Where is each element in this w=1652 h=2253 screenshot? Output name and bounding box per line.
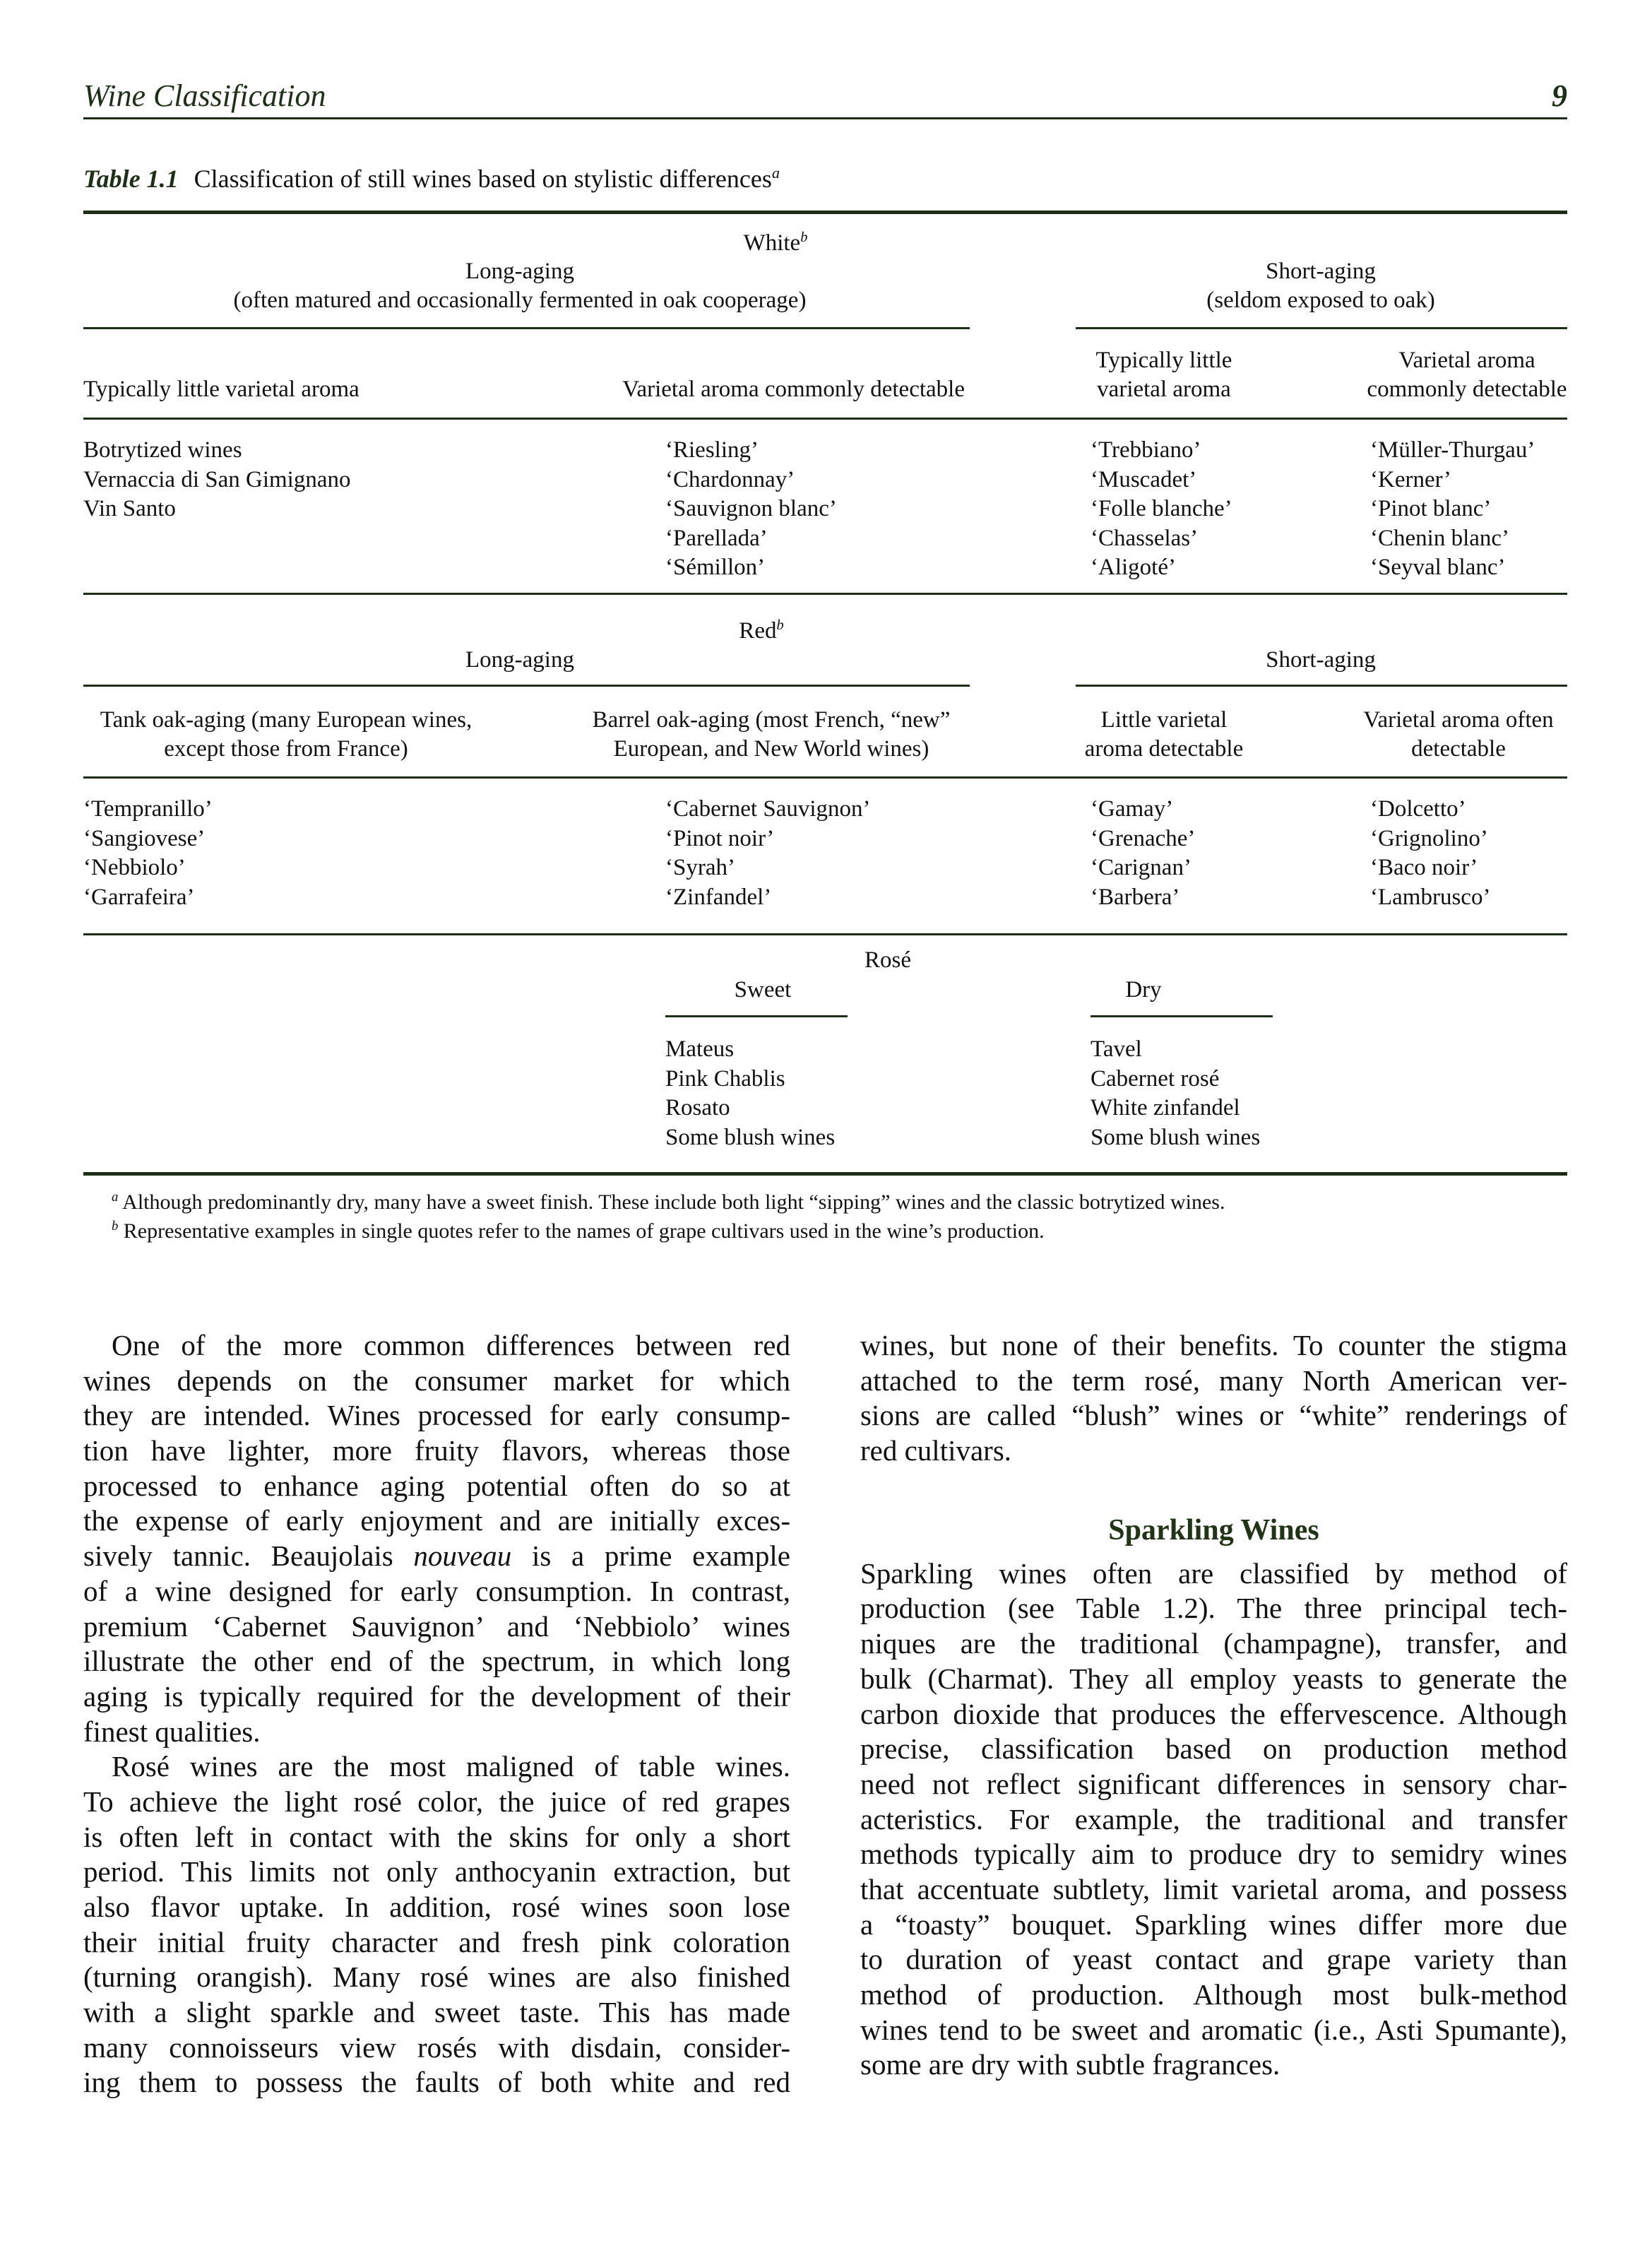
rose-sweet-header bbox=[735, 976, 792, 1004]
line-text: sions are called “blush” wines or “white” renderings of bbox=[860, 1399, 1567, 1432]
text-line bbox=[860, 1802, 1567, 1838]
red-heading-text: Red bbox=[739, 618, 777, 644]
white-cell-text: ‘Seyval blanc’ bbox=[1370, 555, 1506, 581]
white-cell-text: Botrytized wines bbox=[83, 437, 242, 463]
text-line bbox=[860, 1556, 1567, 1592]
line-text: also flavor uptake. In addition, rosé wines soon lose bbox=[83, 1891, 790, 1923]
rose-dry-cell bbox=[1091, 1094, 1240, 1122]
white-cell-text: ‘Chenin blanc’ bbox=[1370, 525, 1510, 551]
footnote-mark: a bbox=[112, 1190, 119, 1205]
running-title: Wine Classification bbox=[83, 78, 326, 113]
red-cell bbox=[1370, 883, 1490, 911]
white-cell-text: ‘Trebbiano’ bbox=[1091, 437, 1201, 463]
red-col-header-text: except those from France) bbox=[164, 736, 408, 762]
table-rule bbox=[83, 593, 1567, 595]
red-cell-text: ‘Grignolino’ bbox=[1370, 825, 1488, 851]
red-cell bbox=[1091, 883, 1179, 911]
header-rule bbox=[83, 117, 1567, 119]
line-text: is a prime example bbox=[511, 1539, 790, 1573]
white-long-aging-sub bbox=[234, 286, 807, 314]
text-line bbox=[860, 1398, 1567, 1433]
table-caption bbox=[83, 164, 780, 194]
red-long-aging bbox=[465, 646, 574, 674]
red-cell bbox=[83, 824, 205, 853]
white-cell bbox=[1091, 466, 1196, 494]
white-col-header-text: Typically little bbox=[1095, 348, 1232, 373]
line-text: many connoisseurs view rosés with disdain, consider- bbox=[83, 2030, 790, 2064]
rose-sweet-cell bbox=[665, 1035, 734, 1063]
white-cell bbox=[1370, 466, 1451, 494]
red-col-header bbox=[1363, 706, 1553, 734]
white-cell bbox=[1370, 553, 1506, 581]
table-title: Classification of still wines based on stylistic differences bbox=[194, 165, 772, 193]
paragraph bbox=[860, 1556, 1567, 2083]
white-cell bbox=[1370, 436, 1535, 464]
rose-dry-cell-text: Tavel bbox=[1091, 1036, 1142, 1062]
rose-dry-header bbox=[1125, 976, 1161, 1004]
table-rule bbox=[1076, 327, 1567, 329]
rose-sweet-cell-text: Some blush wines bbox=[665, 1124, 836, 1150]
line-text: finest qualities. bbox=[83, 1715, 261, 1748]
line-text: illustrate the other end of the spectrum, in which long bbox=[83, 1645, 790, 1678]
rose-dry-cell-text: White zinfandel bbox=[1091, 1095, 1240, 1121]
red-cell-text: ‘Carignan’ bbox=[1091, 855, 1192, 881]
line-text: production (see Table 1.2). The three principal tech- bbox=[860, 1592, 1567, 1625]
text-line bbox=[860, 1908, 1567, 1943]
red-cell bbox=[665, 853, 735, 882]
line-text: One of the more common differences between red bbox=[112, 1329, 790, 1361]
white-cell-text: ‘Müller-Thurgau’ bbox=[1370, 437, 1535, 463]
white-col-header-text: Varietal aroma commonly detectable bbox=[622, 377, 965, 402]
line-text: wines, but none of their benefits. To counter the stigma bbox=[860, 1329, 1567, 1361]
body-right-column bbox=[860, 1328, 1567, 2083]
white-col-header bbox=[83, 375, 359, 403]
line-text: sively tannic. Beaujolais bbox=[83, 1539, 414, 1573]
white-cell-text: ‘Folle blanche’ bbox=[1091, 496, 1232, 522]
text-line bbox=[860, 1942, 1567, 1977]
red-cell-text: ‘Barbera’ bbox=[1091, 884, 1180, 910]
red-cell-text: ‘Grenache’ bbox=[1091, 825, 1196, 851]
white-short-aging-sub-text: (seldom exposed to oak) bbox=[1206, 288, 1435, 313]
white-col-header bbox=[622, 375, 965, 403]
red-cell bbox=[83, 853, 186, 882]
line-text: attached to the term rosé, many North American ver- bbox=[860, 1364, 1567, 1397]
text-line bbox=[83, 1328, 790, 1364]
rose-sweet-cell-text: Pink Chablis bbox=[665, 1065, 785, 1092]
rose-sweet-cell bbox=[665, 1094, 730, 1122]
text-line bbox=[860, 1872, 1567, 1908]
paragraph bbox=[860, 1328, 1567, 1469]
line-text: ing them to possess the faults of both white and red bbox=[83, 2066, 790, 2099]
line-text: to duration of yeast contact and grape variety than bbox=[860, 1943, 1567, 1976]
line-text: bulk (Charmat). They all employ yeasts to generate the bbox=[860, 1662, 1567, 1695]
rose-dry-cell-text: Cabernet rosé bbox=[1091, 1065, 1220, 1092]
red-col-header-text: Tank oak-aging (many European wines, bbox=[100, 707, 473, 733]
line-text: wines depends on the consumer market for which bbox=[83, 1364, 790, 1397]
red-cell-text: ‘Gamay’ bbox=[1091, 796, 1174, 822]
table-rule bbox=[83, 933, 1567, 935]
line-text: that accentuate subtlety, limit varietal aroma, and possess bbox=[860, 1872, 1567, 1905]
white-col-header bbox=[1097, 375, 1231, 403]
line-text: wines tend to be sweet and aromatic (i.e., Asti Spumante), bbox=[860, 2013, 1567, 2046]
red-short-aging bbox=[1266, 646, 1376, 674]
white-short-aging-sub bbox=[1206, 286, 1435, 314]
white-cell-text: ‘Chasselas’ bbox=[1091, 525, 1199, 551]
text-line bbox=[83, 2065, 790, 2100]
line-text: premium ‘Cabernet Sauvignon’ and ‘Nebbiolo’ wines bbox=[83, 1609, 790, 1643]
text-line bbox=[83, 1890, 790, 1925]
rose-heading-text: Rosé bbox=[864, 947, 911, 973]
red-col-header-text: aroma detectable bbox=[1084, 736, 1244, 762]
red-col-header bbox=[100, 706, 472, 734]
red-col-header bbox=[1101, 706, 1228, 734]
red-cell-text: ‘Syrah’ bbox=[665, 855, 735, 881]
rose-heading bbox=[864, 946, 911, 974]
table-rule bbox=[83, 685, 970, 687]
line-text: processed to enhance aging potential often do so at bbox=[83, 1469, 790, 1502]
white-long-aging bbox=[465, 257, 574, 285]
line-text: red cultivars. bbox=[860, 1434, 1012, 1467]
text-line bbox=[83, 1960, 790, 1995]
red-cell-text: ‘Tempranillo’ bbox=[83, 796, 213, 822]
text-line bbox=[83, 1855, 790, 1890]
rose-sweet-header-text: Sweet bbox=[734, 977, 792, 1003]
text-line bbox=[83, 1785, 790, 1820]
line-text: Sparkling wines often are classified by method of bbox=[860, 1556, 1567, 1590]
line-text: with a slight sparkle and sweet taste. This has made bbox=[83, 1996, 790, 2029]
red-col-header bbox=[593, 706, 951, 734]
text-line bbox=[83, 1644, 790, 1679]
table-rule bbox=[83, 776, 1567, 779]
line-text: tion have lighter, more fruity flavors, whereas those bbox=[83, 1434, 790, 1467]
text-line bbox=[860, 2013, 1567, 2048]
white-cell bbox=[83, 436, 242, 464]
white-cell bbox=[1091, 495, 1232, 523]
table-rule bbox=[83, 327, 970, 329]
line-text: need not reflect significant differences in sensory char- bbox=[860, 1767, 1567, 1800]
line-text: the expense of early enjoyment and are initially exces- bbox=[83, 1504, 790, 1537]
rose-sweet-cell bbox=[665, 1065, 785, 1093]
table-title-note: a bbox=[771, 164, 780, 182]
rose-dry-cell bbox=[1091, 1065, 1219, 1093]
footnote-mark: b bbox=[776, 617, 784, 633]
red-cell bbox=[1091, 853, 1192, 882]
white-cell-text: ‘Sauvignon blanc’ bbox=[665, 496, 837, 522]
line-text: method of production. Although most bulk-method bbox=[860, 1978, 1567, 2011]
rose-sweet-cell-text: Mateus bbox=[665, 1036, 735, 1062]
text-line bbox=[860, 1977, 1567, 2013]
text-line bbox=[860, 1433, 1567, 1469]
red-heading bbox=[739, 617, 783, 645]
text-line bbox=[83, 1749, 790, 1785]
line-text: carbon dioxide that produces the effervescence. Although bbox=[860, 1697, 1567, 1730]
white-cell-text: ‘Parellada’ bbox=[665, 525, 768, 551]
white-cell bbox=[1091, 553, 1176, 581]
text-line bbox=[860, 2047, 1567, 2083]
text-line bbox=[83, 1679, 790, 1715]
white-cell-text: ‘Riesling’ bbox=[665, 437, 759, 463]
white-heading bbox=[744, 229, 808, 257]
white-heading-text: White bbox=[743, 230, 801, 256]
text-line bbox=[860, 1364, 1567, 1399]
text-line bbox=[83, 1398, 790, 1433]
red-cell-text: ‘Pinot noir’ bbox=[665, 825, 775, 851]
red-col-header-text: Barrel oak-aging (most French, “new” bbox=[592, 707, 951, 733]
footnote-mark: b bbox=[800, 230, 808, 245]
footnote-text: Representative examples in single quotes refer to the names of grape cultivars used in the wine’s production. bbox=[123, 1219, 1045, 1243]
white-cell bbox=[1370, 524, 1509, 552]
text-line bbox=[860, 1767, 1567, 1802]
text-line bbox=[860, 1328, 1567, 1364]
white-cell bbox=[665, 495, 837, 523]
rose-sweet-cell bbox=[665, 1123, 835, 1152]
white-col-header bbox=[1398, 346, 1535, 374]
text-line bbox=[83, 1539, 790, 1574]
text-line bbox=[83, 1820, 790, 1855]
paragraph bbox=[83, 1328, 790, 1749]
text-line bbox=[83, 1503, 790, 1539]
red-cell bbox=[665, 824, 774, 853]
red-col-header bbox=[614, 735, 929, 763]
text-line bbox=[83, 1609, 790, 1645]
red-cell-text: ‘Cabernet Sauvignon’ bbox=[665, 796, 871, 822]
line-text: (turning orangish). Many rosé wines are also finished bbox=[83, 1961, 790, 1994]
text-line bbox=[83, 1925, 790, 1961]
white-col-header-text: Varietal aroma bbox=[1398, 348, 1535, 373]
text-line bbox=[83, 1469, 790, 1504]
text-line bbox=[860, 1662, 1567, 1697]
white-cell-text: ‘Muscadet’ bbox=[1091, 466, 1197, 492]
text-line bbox=[83, 2030, 790, 2066]
red-col-header-text: Little varietal bbox=[1100, 707, 1228, 733]
white-cell bbox=[665, 436, 759, 464]
rose-dry-cell-text: Some blush wines bbox=[1091, 1124, 1261, 1150]
white-cell bbox=[1091, 524, 1198, 552]
white-short-aging-text: Short-aging bbox=[1266, 259, 1376, 284]
red-cell bbox=[1370, 795, 1466, 823]
white-cell-text: ‘Aligoté’ bbox=[1091, 555, 1176, 581]
white-cell bbox=[665, 524, 768, 552]
page-number: 9 bbox=[1552, 78, 1567, 113]
line-text: of a wine designed for early consumption. In contrast, bbox=[83, 1574, 790, 1607]
white-cell bbox=[1091, 436, 1201, 464]
table-rule bbox=[665, 1015, 848, 1017]
rose-dry-cell bbox=[1091, 1035, 1142, 1063]
red-cell-text: ‘Nebbiolo’ bbox=[83, 855, 186, 881]
text-line bbox=[860, 1697, 1567, 1732]
white-cell bbox=[83, 495, 176, 523]
line-text: is often left in contact with the skins for only a short bbox=[83, 1820, 790, 1853]
white-short-aging bbox=[1266, 257, 1376, 285]
rose-dry-header-text: Dry bbox=[1125, 977, 1162, 1003]
line-text: methods typically aim to produce dry to semidry wines bbox=[860, 1838, 1567, 1871]
red-col-header bbox=[1085, 735, 1243, 763]
white-cell-text: ‘Sémillon’ bbox=[665, 555, 766, 581]
white-long-aging-sub-text: (often matured and occasionally fermented in oak cooperage) bbox=[233, 288, 807, 313]
red-cell bbox=[1370, 853, 1478, 882]
red-col-header-text: European, and New World wines) bbox=[613, 736, 929, 762]
text-line bbox=[860, 1732, 1567, 1767]
red-long-aging-text: Long-aging bbox=[465, 647, 574, 673]
white-col-header-text: commonly detectable bbox=[1367, 377, 1567, 402]
text-line bbox=[860, 1591, 1567, 1626]
text-line bbox=[83, 1574, 790, 1609]
table-rule bbox=[1091, 1015, 1273, 1017]
table-bottom-rule bbox=[83, 1172, 1567, 1176]
rose-sweet-cell-text: Rosato bbox=[665, 1095, 730, 1121]
red-cell-text: ‘Lambrusco’ bbox=[1370, 884, 1491, 910]
text-line bbox=[83, 1433, 790, 1469]
line-text: To achieve the light rosé color, the juice of red grapes bbox=[83, 1785, 790, 1818]
emphasis-text: nouveau bbox=[413, 1539, 512, 1573]
line-text: Rosé wines are the most maligned of table wines. bbox=[112, 1750, 790, 1783]
white-col-header bbox=[1367, 375, 1567, 403]
text-line bbox=[83, 1995, 790, 2030]
red-col-header bbox=[1411, 735, 1506, 763]
red-short-aging-text: Short-aging bbox=[1266, 647, 1376, 673]
table-top-rule bbox=[83, 211, 1567, 214]
line-text: their initial fruity character and fresh pink coloration bbox=[83, 1925, 790, 1958]
table-label: Table 1.1 bbox=[83, 165, 179, 193]
text-line bbox=[860, 1626, 1567, 1662]
white-cell-text: ‘Pinot blanc’ bbox=[1370, 496, 1492, 522]
red-cell bbox=[1370, 824, 1488, 853]
red-cell bbox=[83, 795, 213, 823]
white-cell-text: ‘Chardonnay’ bbox=[665, 466, 795, 492]
white-cell-text: Vernaccia di San Gimignano bbox=[83, 466, 351, 492]
text-line bbox=[83, 1364, 790, 1399]
red-cell-text: ‘Garrafeira’ bbox=[83, 884, 195, 910]
red-cell-text: ‘Sangiovese’ bbox=[83, 825, 206, 851]
line-text: they are intended. Wines processed for early consump- bbox=[83, 1399, 790, 1432]
white-cell bbox=[665, 466, 795, 494]
red-cell bbox=[665, 795, 871, 823]
white-long-aging-text: Long-aging bbox=[465, 259, 574, 284]
white-col-header bbox=[1096, 346, 1232, 374]
white-cell-text: Vin Santo bbox=[83, 496, 176, 522]
rose-dry-cell bbox=[1091, 1123, 1260, 1152]
red-cell-text: ‘Baco noir’ bbox=[1370, 855, 1478, 881]
table-rule bbox=[1076, 685, 1567, 687]
white-cell bbox=[83, 466, 350, 494]
white-col-header-text: Typically little varietal aroma bbox=[83, 377, 359, 402]
white-cell-text: ‘Kerner’ bbox=[1370, 466, 1451, 492]
footnote-text: Although predominantly dry, many have a sweet finish. These include both light “sipping” wines and the classic botrytized wines. bbox=[122, 1190, 1225, 1214]
white-cell bbox=[665, 553, 765, 581]
red-col-header bbox=[164, 735, 408, 763]
white-col-header-text: varietal aroma bbox=[1097, 377, 1231, 402]
red-cell-text: ‘Zinfandel’ bbox=[665, 884, 772, 910]
line-text: some are dry with subtle fragrances. bbox=[860, 2048, 1280, 2081]
line-text: a “toasty” bouquet. Sparkling wines differ more due bbox=[860, 1908, 1567, 1941]
line-text: acteristics. For example, the traditional and transfer bbox=[860, 1802, 1567, 1835]
line-text: precise, classification based on production method bbox=[860, 1732, 1567, 1766]
table-footnote bbox=[112, 1188, 1225, 1217]
white-cell bbox=[1370, 495, 1491, 523]
red-cell-text: ‘Dolcetto’ bbox=[1370, 796, 1466, 822]
line-text: period. This limits not only anthocyanin extraction, but bbox=[83, 1855, 790, 1888]
text-line bbox=[83, 1715, 790, 1750]
line-text: aging is typically required for the development of their bbox=[83, 1679, 790, 1713]
line-text: niques are the traditional (champagne), transfer, and bbox=[860, 1627, 1567, 1660]
body-left-column bbox=[83, 1328, 790, 2100]
red-cell bbox=[1091, 824, 1195, 853]
red-col-header-text: Varietal aroma often bbox=[1363, 707, 1554, 733]
red-cell bbox=[665, 883, 771, 911]
footnote-mark: b bbox=[112, 1219, 119, 1234]
text-line bbox=[860, 1837, 1567, 1872]
table-rule bbox=[83, 418, 1567, 420]
red-cell bbox=[1091, 795, 1173, 823]
section-heading: Sparkling Wines bbox=[1108, 1513, 1319, 1547]
red-col-header-text: detectable bbox=[1411, 736, 1506, 762]
table-footnote bbox=[112, 1217, 1045, 1246]
red-cell bbox=[83, 883, 195, 911]
paragraph bbox=[83, 1749, 790, 2100]
